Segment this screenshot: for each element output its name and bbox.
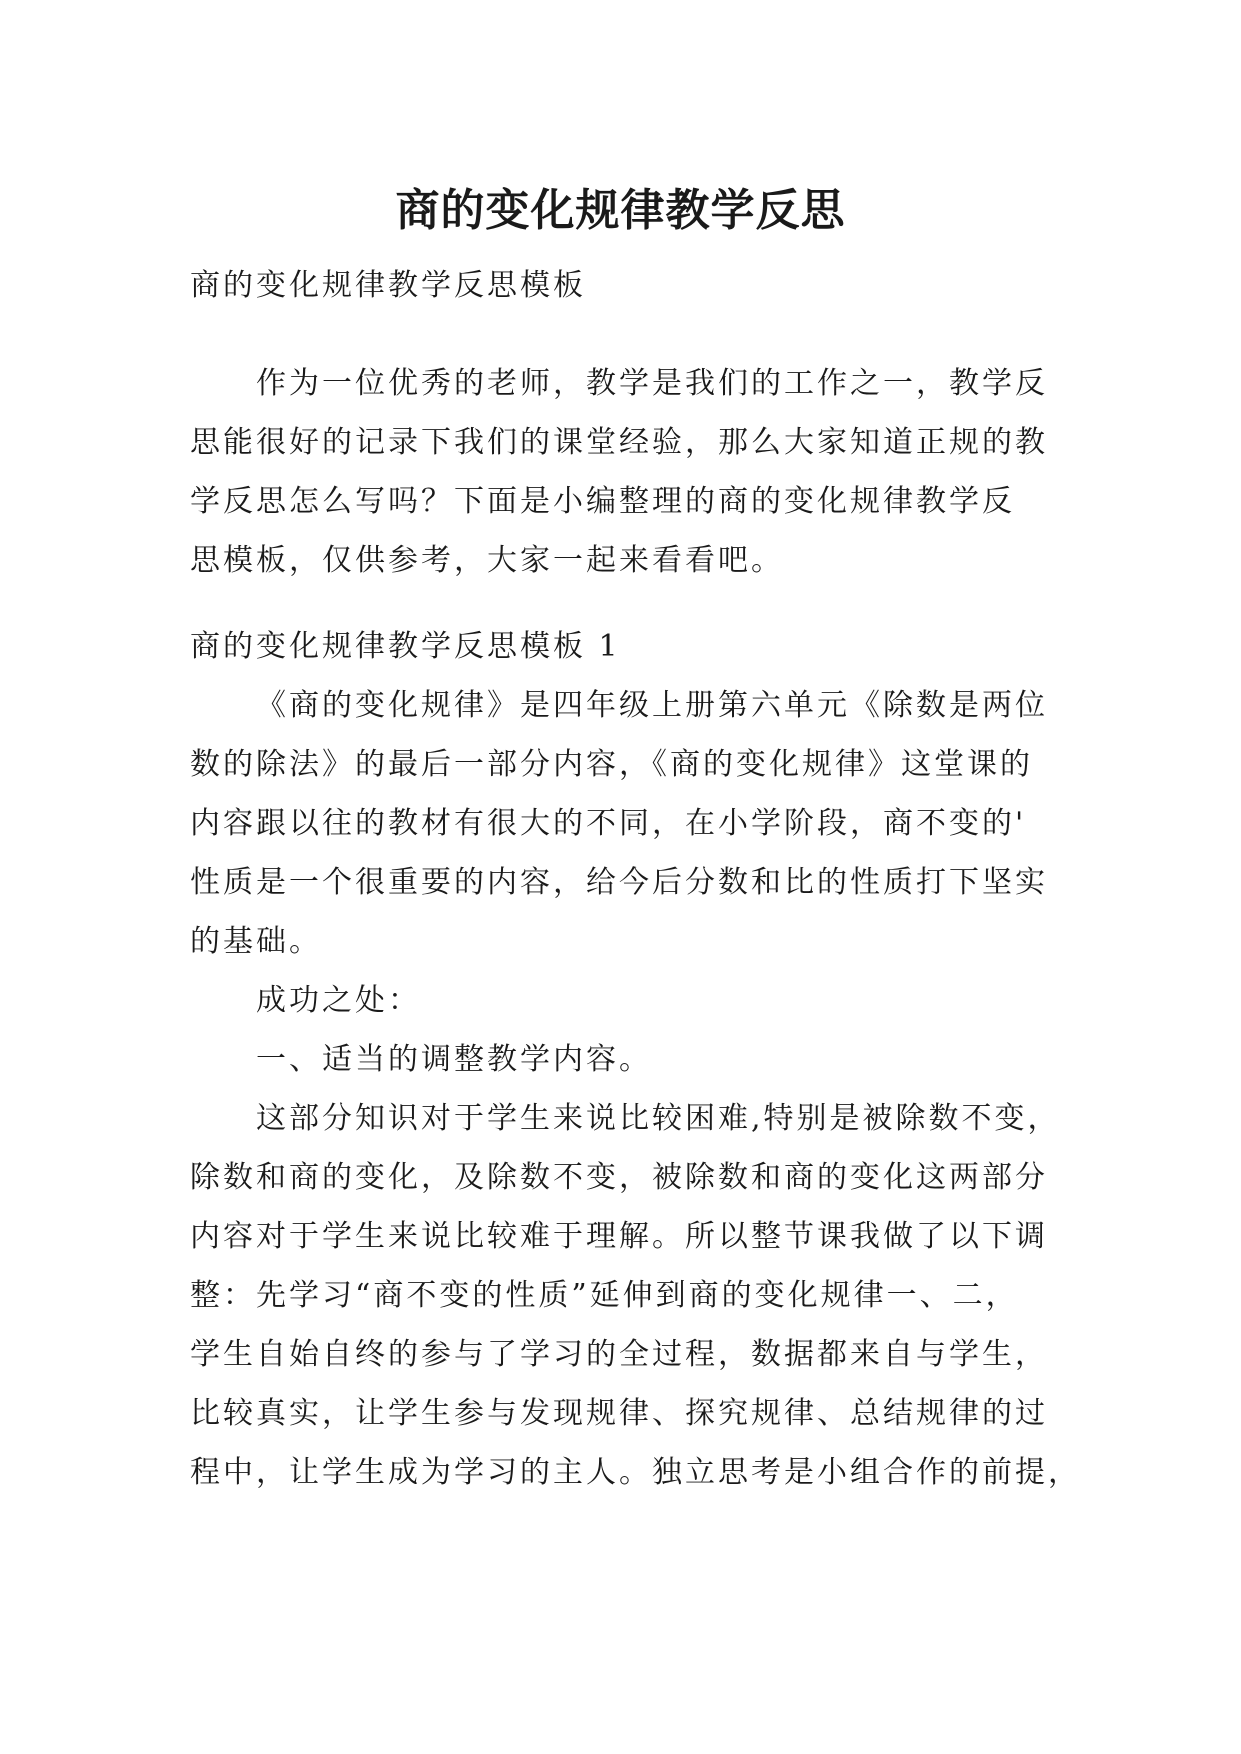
intro-line: 思模板，仅供参考，大家一起来看看吧。 (190, 543, 784, 578)
paragraph-two (190, 1089, 1081, 1502)
success-label (190, 971, 1050, 1030)
intro-line: 思能很好的记录下我们的课堂经验，那么大家知道正规的教 (190, 425, 1048, 460)
section-heading (190, 617, 1050, 676)
paragraph-one-line: 数的除法》的最后一部分内容，《商的变化规律》这堂课的 (190, 747, 1033, 782)
paragraph-two-line: 除数和商的变化，及除数不变，被除数和商的变化这两部分 (190, 1160, 1048, 1195)
intro-paragraph (190, 354, 1050, 590)
paragraph-one-line: 内容跟以往的教材有很大的不同，在小学阶段，商不变的' (190, 806, 1027, 841)
paragraph-two-line: 这部分知识对于学生来说比较困难,特别是被除数不变， (256, 1101, 1061, 1136)
paragraph-two-line: 比较真实，让学生参与发现规律、探究规律、总结规律的过 (190, 1396, 1048, 1431)
paragraph-one-line: 性质是一个很重要的内容，给今后分数和比的性质打下坚实 (190, 865, 1048, 900)
paragraph-two-line: 程中，让学生成为学习的主人。独立思考是小组合作的前提， (190, 1455, 1081, 1490)
subtitle-line: 商的变化规律教学反思模板 (190, 268, 586, 303)
paragraph-two-line: 学生自始自终的参与了学习的全过程，数据都来自与学生， (190, 1337, 1048, 1372)
point-one-heading (190, 1030, 1050, 1089)
section-heading-line: 商的变化规律教学反思模板 1 (190, 629, 621, 664)
document-subtitle (190, 256, 1050, 315)
paragraph-two-line: 内容对于学生来说比较难于理解。所以整节课我做了以下调 (190, 1219, 1048, 1254)
paragraph-one (190, 676, 1050, 971)
paragraph-one-line: 的基础。 (190, 924, 322, 959)
success-label-line: 成功之处： (256, 983, 421, 1018)
paragraph-one-line: 《商的变化规律》是四年级上册第六单元《除数是两位 (256, 688, 1048, 723)
document-title: 商的变化规律教学反思 (395, 185, 846, 237)
point-one-line: 一、适当的调整教学内容。 (256, 1042, 652, 1077)
intro-line: 学反思怎么写吗？下面是小编整理的商的变化规律教学反 (190, 484, 1015, 519)
intro-line: 作为一位优秀的老师，教学是我们的工作之一，教学反 (256, 366, 1048, 401)
paragraph-two-line: 整：先学习“商不变的性质”延伸到商的变化规律一、二， (190, 1278, 1019, 1313)
